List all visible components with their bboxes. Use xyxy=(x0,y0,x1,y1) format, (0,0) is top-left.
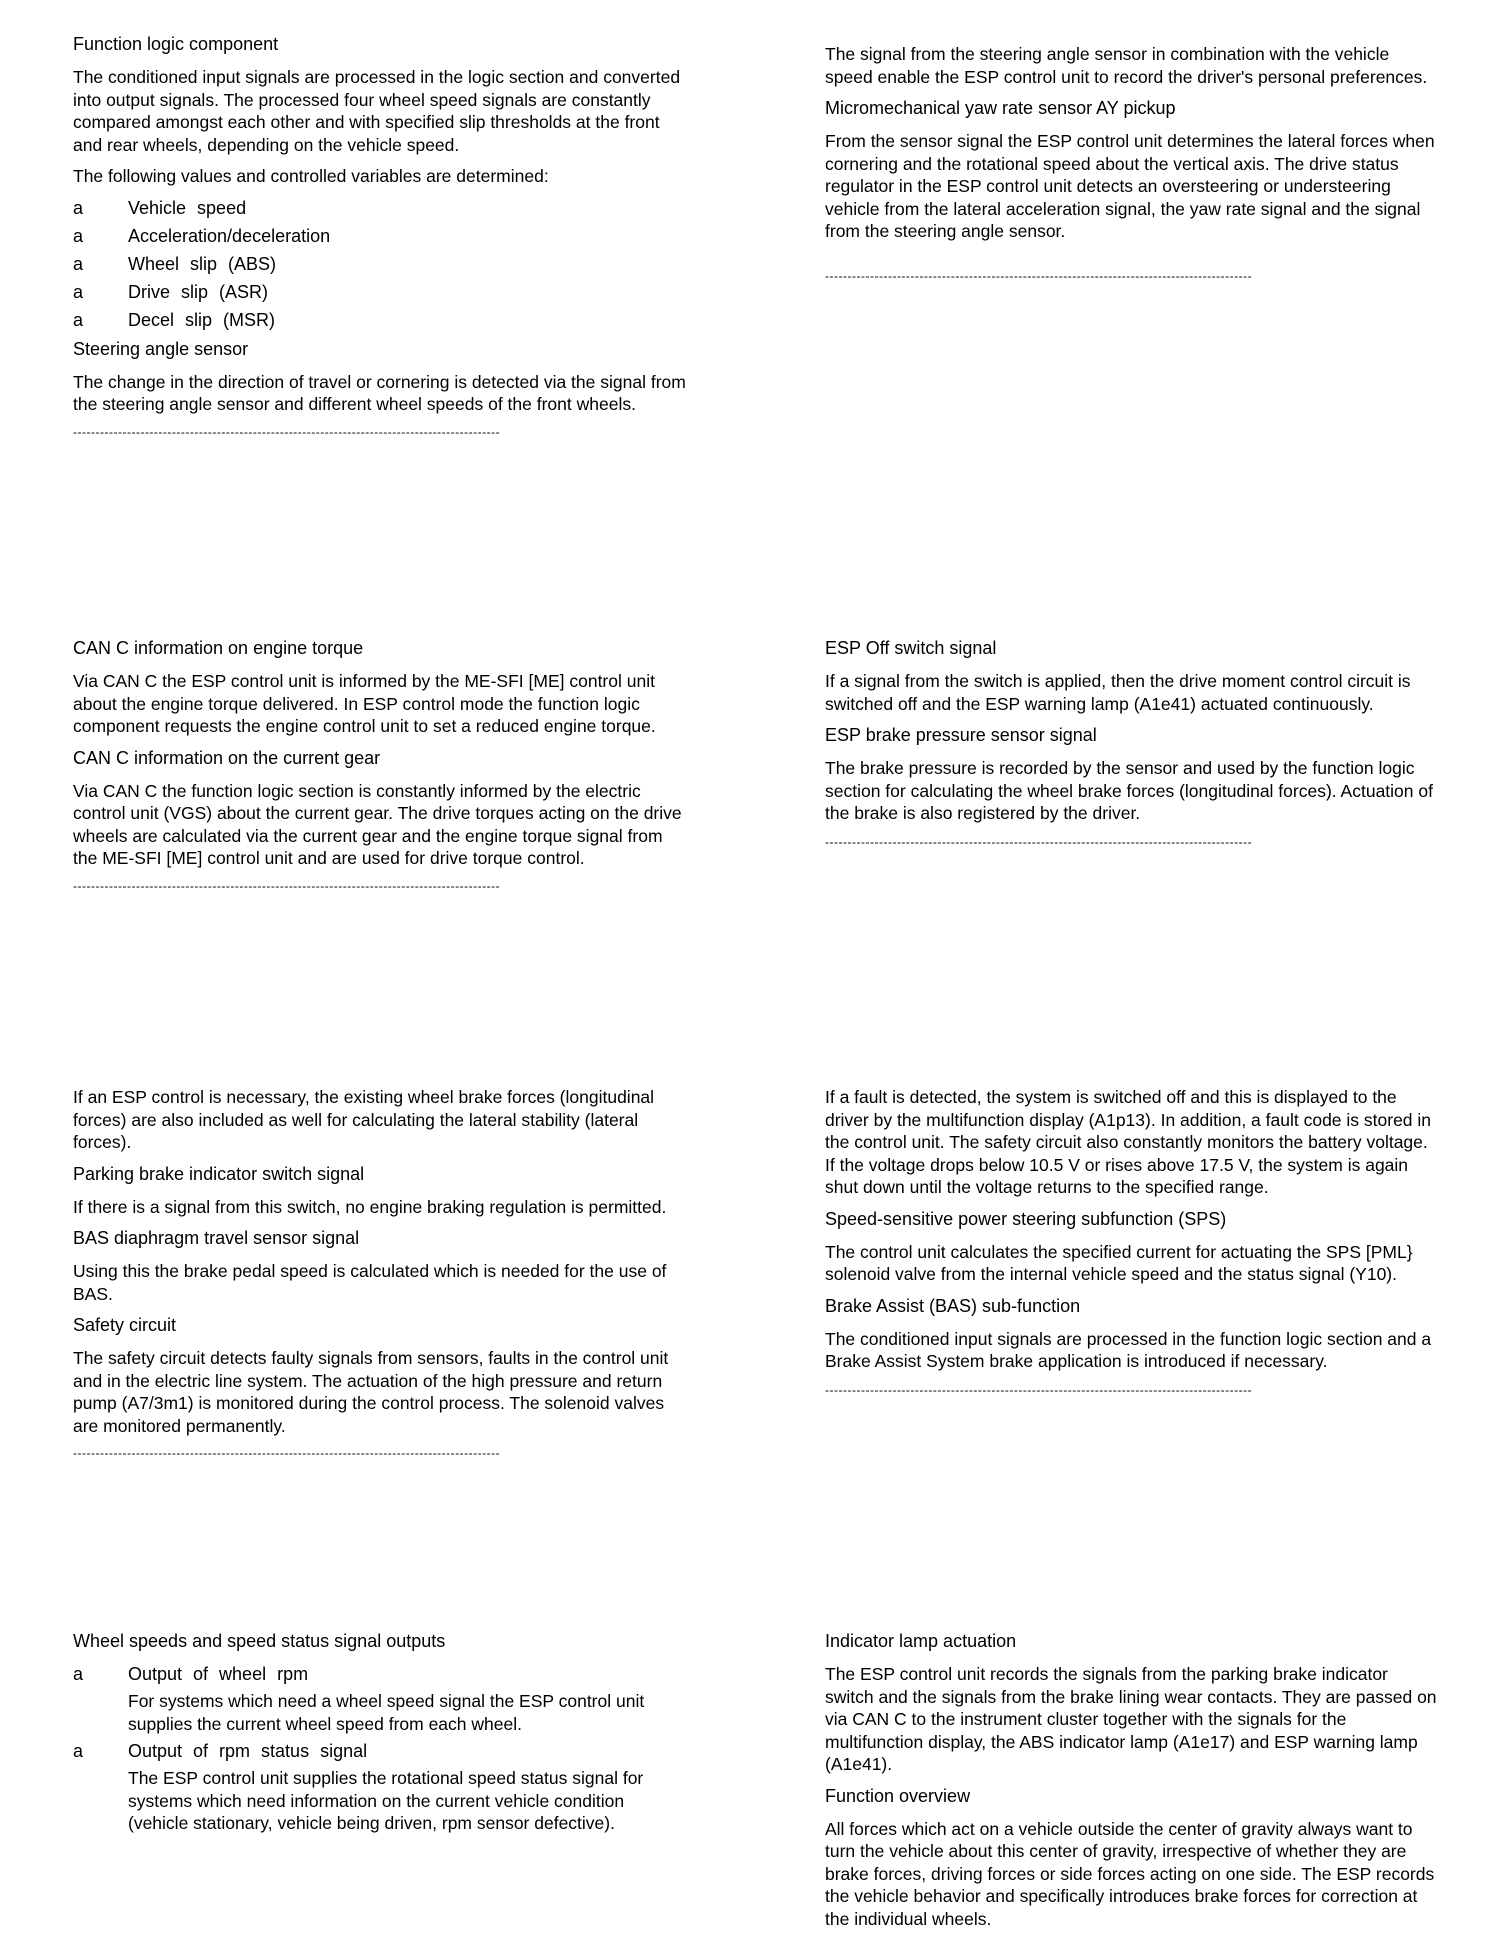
paragraph: The brake pressure is recorded by the sensor and used by the function logic section for calculating the wheel brake forces (longitudinal forces). Actuation of the brake is also registered by the driver. xyxy=(825,758,1433,823)
separator-line: ----------------------------------------------------------------------------------------------- xyxy=(825,268,1253,283)
list-item-text: Acceleration/deceleration xyxy=(128,225,331,246)
list-item-body: The ESP control unit supplies the rotational speed status signal for systems which need information on the current vehicle condition (vehicle stationary, vehicle being driven, rpm sensor defective). xyxy=(128,1768,644,1833)
heading: ESP brake pressure sensor signal xyxy=(825,725,1097,745)
paragraph: The signal from the steering angle sensor in combination with the vehicle speed enable the ESP control unit to record the driver's personal preferences. xyxy=(825,44,1428,87)
heading: Function overview xyxy=(825,1785,971,1806)
list-item-title: Output of rpm status signal xyxy=(128,1741,368,1761)
section-safety-circuit xyxy=(73,1086,688,1460)
list-item-text: Wheel slip (ABS) xyxy=(128,253,277,274)
list-item xyxy=(73,281,688,304)
bullet-marker: a xyxy=(73,281,84,302)
list-item xyxy=(73,1663,688,1735)
list-item-text: Vehicle speed xyxy=(128,197,247,218)
heading: Parking brake indicator switch signal xyxy=(73,1163,365,1184)
heading: Safety circuit xyxy=(73,1315,177,1335)
bullet-marker: a xyxy=(73,1664,84,1684)
bullet-list xyxy=(73,197,688,332)
paragraph: If a fault is detected, the system is switched off and this is displayed to the driver by the multifunction display (A1p13). In addition, a fault code is stored in the control unit. The safety circuit also constantly monitors the battery voltage. If the voltage drops below 10.5 V or rises above 17.5 V, the system is again shut down until the voltage returns to the specified range. xyxy=(825,1087,1432,1197)
list-item-text: Drive slip (ASR) xyxy=(128,281,269,302)
paragraph: Via CAN C the ESP control unit is informed by the ME-SFI [ME] control unit about the engine torque delivered. In ESP control mode the function logic component requests the engine control unit to set a reduced engine torque. xyxy=(73,671,656,736)
paragraph: If an ESP control is necessary, the existing wheel brake forces (longitudinal forces) are also included as well for calculating the lateral stability (lateral forces). xyxy=(73,1087,655,1152)
heading: Indicator lamp actuation xyxy=(825,1631,1017,1651)
heading: CAN C information on engine torque xyxy=(73,638,364,658)
paragraph: If a signal from the switch is applied, then the drive moment control circuit is switched off and the ESP warning lamp (A1e41) actuated continuously. xyxy=(825,671,1411,714)
list-item xyxy=(73,309,688,332)
paragraph: All forces which act on a vehicle outside the center of gravity always want to turn the vehicle about this center of gravity, irrespective of whether they are brake forces, driving forces or side forces acting on one side. The ESP records the vehicle behavior and specifically introduces brake forces for correction at the individual wheels. xyxy=(825,1818,1435,1929)
section-esp-off xyxy=(825,637,1440,849)
heading: Function logic component xyxy=(73,34,279,54)
paragraph: The ESP control unit records the signals from the parking brake indicator switch and the signals from the brake lining wear contacts. They are passed on via CAN C to the instrument cluster together with the signals for the multifunction display, the ABS indicator lamp (A1e17) and ESP warning lamp (A1e41). xyxy=(825,1664,1437,1774)
section-wheel-speed-outputs xyxy=(73,1630,688,1841)
section-can-c xyxy=(73,637,688,893)
list-item-text: Decel slip (MSR) xyxy=(128,309,276,330)
separator-line: ----------------------------------------------------------------------------------------------- xyxy=(825,1382,1253,1397)
bullet-marker: a xyxy=(73,253,84,274)
bullet-marker: a xyxy=(73,197,84,218)
paragraph: The control unit calculates the specified current for actuating the SPS [PML} solenoid valve from the internal vehicle speed and the status signal (Y10). xyxy=(825,1241,1413,1284)
heading: BAS diaphragm travel sensor signal xyxy=(73,1228,360,1248)
paragraph: The change in the direction of travel or cornering is detected via the signal from the steering angle sensor and different wheel speeds of the front wheels. xyxy=(73,371,686,414)
bullet-marker: a xyxy=(73,309,84,330)
separator-line: ----------------------------------------------------------------------------------------------- xyxy=(73,1446,501,1460)
section-yaw-rate xyxy=(825,43,1440,283)
section-function-logic xyxy=(73,33,688,439)
separator-line: ----------------------------------------------------------------------------------------------- xyxy=(73,878,501,893)
paragraph: From the sensor signal the ESP control unit determines the lateral forces when cornering and the rotational speed about the vertical axis. The drive status regulator in the ESP control unit detects an oversteering or understeering vehicle from the lateral acceleration signal, the yaw rate signal and the signal from the steering angle sensor. xyxy=(825,131,1435,241)
paragraph: Using this the brake pedal speed is calculated which is needed for the use of BAS. xyxy=(73,1261,667,1304)
heading: Steering angle sensor xyxy=(73,338,249,359)
paragraph: The following values and controlled variables are determined: xyxy=(73,166,549,186)
paragraph: If there is a signal from this switch, no engine braking regulation is permitted. xyxy=(73,1196,667,1217)
section-sps-bas xyxy=(825,1086,1440,1397)
section-indicator-lamp xyxy=(825,1630,1440,1939)
list-item xyxy=(73,197,688,220)
heading: Micromechanical yaw rate sensor AY pickup xyxy=(825,98,1176,118)
separator-line: ----------------------------------------------------------------------------------------------- xyxy=(73,424,501,439)
list-item xyxy=(73,253,688,276)
paragraph: The safety circuit detects faulty signals from sensors, faults in the control unit and in the electric line system. The actuation of the high pressure and return pump (A7/3m1) is monitored during the control process. The solenoid valves are monitored permanently. xyxy=(73,1348,669,1436)
list-item-body: For systems which need a wheel speed signal the ESP control unit supplies the current wheel speed from each wheel. xyxy=(128,1691,645,1734)
paragraph: The conditioned input signals are processed in the function logic section and a Brake Assist System brake application is introduced if necessary. xyxy=(825,1328,1432,1371)
bullet-marker: a xyxy=(73,1741,84,1761)
heading: Brake Assist (BAS) sub-function xyxy=(825,1295,1081,1316)
list-item xyxy=(73,225,688,248)
bullet-marker: a xyxy=(73,225,84,246)
heading: CAN C information on the current gear xyxy=(73,747,381,768)
paragraph: The conditioned input signals are processed in the logic section and converted into output signals. The processed four wheel speed signals are constantly compared amongst each other and with specified slip thresholds at the front and rear wheels, depending on the vehicle speed. xyxy=(73,67,681,155)
bullet-list xyxy=(73,1663,688,1835)
separator-line: ----------------------------------------------------------------------------------------------- xyxy=(825,834,1253,849)
list-item-title: Output of wheel rpm xyxy=(128,1664,309,1684)
list-item xyxy=(73,1740,688,1835)
heading: Speed-sensitive power steering subfunction (SPS) xyxy=(825,1208,1227,1229)
heading: Wheel speeds and speed status signal outputs xyxy=(73,1631,446,1651)
heading: ESP Off switch signal xyxy=(825,638,997,658)
paragraph: Via CAN C the function logic section is constantly informed by the electric control unit (VGS) about the current gear. The drive torques acting on the drive wheels are calculated via the current gear and the engine torque signal from the ME-SFI [ME] control unit and are used for drive torque control. xyxy=(73,780,682,868)
